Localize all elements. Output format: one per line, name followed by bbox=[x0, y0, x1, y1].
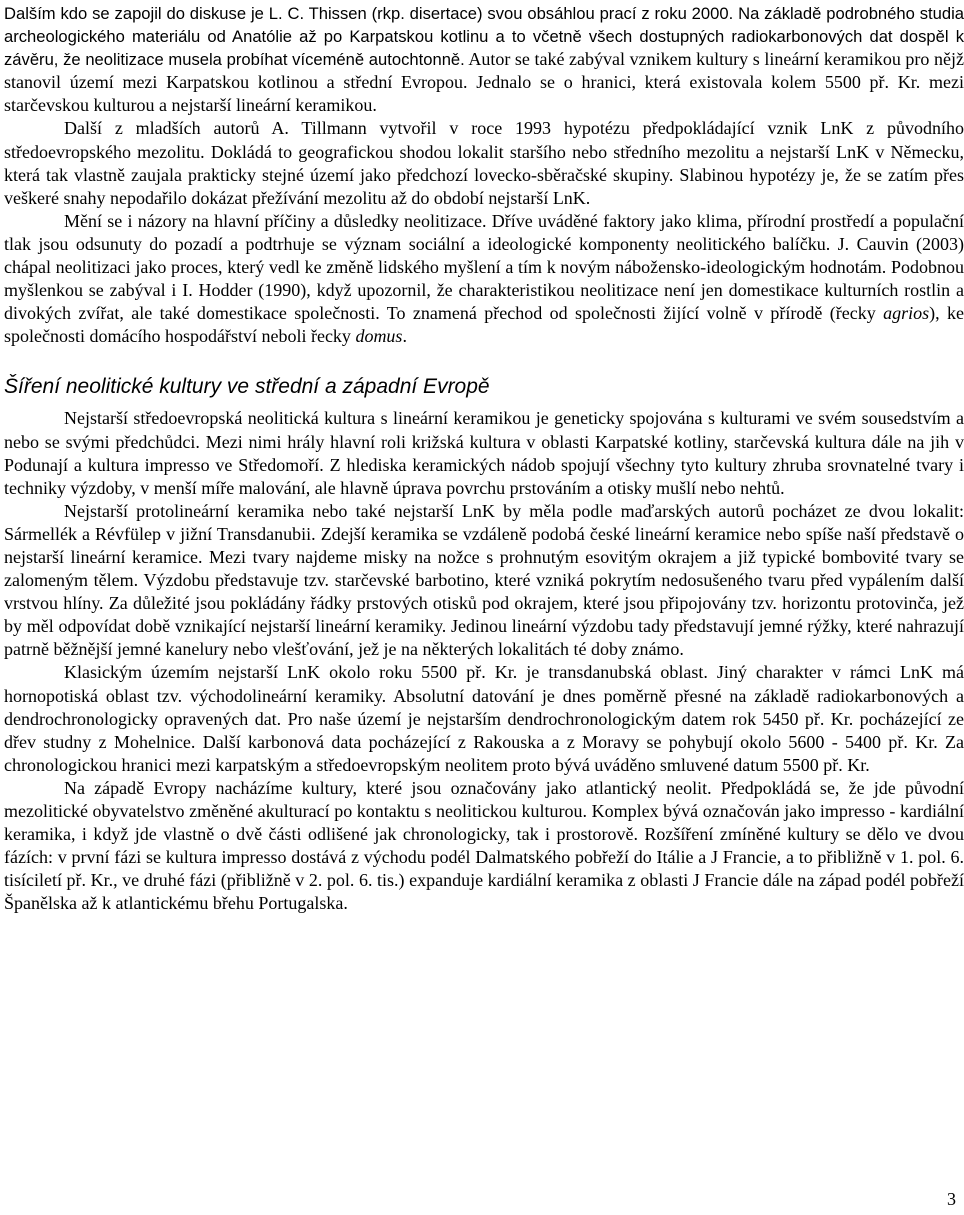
paragraph-causes bbox=[4, 210, 964, 349]
greek-term-agrios: agrios bbox=[883, 303, 930, 324]
paragraph-section-4: Na západě Evropy nacházíme kultury, které jsou označovány jako atlantický neolit. Předpokládá se, že jde původní mezolitické obyvatelstvo změněné akulturací po kontaktu s neolitickou kulturou. Komplex bývá označován jako impresso - kardiální keramika, i když jde vlastně o dvě části odlišené jak chronologicky, tak i prostorově. Rozšíření zmíněné kultury se dělo ve dvou fázích: v první fázi se kultura impresso dostává z východu podél Dalmatského pobřeží do Itálie a J Francie, a to přibližně v 1. pol. 6. tisíciletí př. Kr., ve druhé fázi (přibližně v 2. pol. 6. tis.) expanduje kardiální keramika z oblasti J Francie dále na západ podél pobřeží Španělska až k atlantickému břehu Portugalska. bbox=[4, 777, 964, 914]
paragraph-section-1: Nejstarší středoevropská neolitická kultura s lineární keramikou je geneticky spojována s kulturami ve svém sousedstvím a nebo se svými předchůdci. Mezi nimi hrály hlavní roli križská kultura v oblasti Karpatské kotliny, starčevská kultura dále na jih v Podunají a kultura impresso ve Středomoří. Z hlediska keramických nádob spojují všechny tyto kultury zhruba srovnatelné tvary i techniky výzdoby, v menší míře malování, ale hlavně úprava povrchu prstováním a otisky mušlí nebo nehtů. bbox=[4, 408, 964, 498]
paragraph-causes-text1: Mění se i názory na hlavní příčiny a důsledky neolitizace. Dříve uváděné faktory jako klima, přírodní prostředí a populační tlak jsou odsunuty do pozadí a podtrhuje se význam sociální a ideologické komponenty neolitického balíčku. J. Cauvin (2003) chápal neolitizaci jako proces, který vedl ke změně lidského myšlení a tím k novým nábožensko-ideologickým hodnotám. Podobnou myšlenkou se zabýval i I. Hodder (1990), když upozornil, že charakteristikou neolitizace není jen domestikace kulturních rostlin a divokých zvířat, ale také domestikace společnosti. To znamená přechod od společnosti žijící volně v přírodě (řecky bbox=[4, 210, 964, 324]
paragraph-section-2: Nejstarší protolineární keramika nebo také nejstarší LnK by měla podle maďarských autorů pocházet ze dvou lokalit: Sármellék a Révfülep v jižní Transdanubii. Zdejší keramika se vzdáleně podobá české lineární keramice nebo spíše naší představě o nejstarší lineární keramice. Mezi tvary najdeme misky na nožce s prohnutým esovitým okrajem a již typické bombovité tvary se zalomeným tělem. Výzdobu představuje tzv. starčevské barbotino, které vzniká pokrytím nedosušeného tvaru před vypálením další vrstvou hlíny. Za důležité jsou pokládány řádky prstových otisků pod okrajem, které jsou připojovány tzv. horizontu protovinča, jež by měl odpovídat době vznikající nejstarší lineární keramiky. Jedinou lineární výzdobu tady představují jemné rýžky, které nahrazují patrně běžnější jemné kanelury nebo vlešťování, jež je na některých lokalitách té doby známo. bbox=[4, 500, 964, 660]
greek-term-domus: domus bbox=[355, 326, 403, 347]
page-number: 3 bbox=[947, 1189, 956, 1209]
paragraph-thissen-part2: Autor se také zabýval vznikem kultury s lineární keramikou pro nějž stanovil území mezi Karpatskou kotlinou a střední Evropou. Jednalo se o hranici, která existovala kolem 5500 př. Kr. mezi starčevskou kulturou a nejstarší lineární keramikou. bbox=[4, 49, 964, 116]
document-page bbox=[4, 2, 964, 915]
paragraph-section-3: Klasickým územím nejstarší LnK okolo roku 5500 př. Kr. je transdanubská oblast. Jiný charakter v rámci LnK má hornopotiská oblast tzv. východolineární keramiky. Absolutní datování je dnes poměrně přesné na základě radiokarbonových a dendrochronologicky opravených dat. Pro naše území je nejstarším dendrochronologickým datem rok 5450 př. Kr. pocházející ze dřev studny z Mohelnice. Další karbonová data pocházející z Rakouska a z Moravy se pohybují okolo 5600 - 5400 př. Kr. Za chronologickou hranici mezi karpatským a středoevropským neolitem proto bývá uváděno smluvené datum 5500 př. Kr. bbox=[4, 662, 964, 775]
paragraph-causes-text3: . bbox=[402, 326, 407, 347]
paragraph-thissen bbox=[4, 2, 964, 117]
paragraph-thissen-part1: Dalším kdo se zapojil do diskuse je L. C. Thissen (rkp. disertace) svou obsáhlou prací z roku 2000. Na základě podrobného studia archeologického materiálu od Anatólie až po Karpatskou kotlinu a to včetně všech dostupných radiokarbonových dat dospěl k závěru, že neolitizace musela probíhat víceméně autochtonně. bbox=[4, 4, 964, 70]
paragraph-tillmann: Další z mladších autorů A. Tillmann vytvořil v roce 1993 hypotézu předpokládající vznik LnK z původního středoevropského mezolitu. Dokládá to geografickou shodou lokalit staršího nebo středního mezolitu a nejstarší LnK v Německu, která tak vlastně zaujala prakticky stejné území jako předchozí lovecko-sběračské skupiny. Slabinou hypotézy je, že se zatím přes veškeré snahy nepodařilo dokázat přežívání mezolitu až do období nejstarší LnK. bbox=[4, 118, 964, 208]
section-heading: Šíření neolitické kultury ve střední a západní Evropě bbox=[4, 375, 490, 399]
paragraph-causes-text2: ), ke společnosti domácího hospodářství neboli řecky bbox=[4, 303, 964, 347]
